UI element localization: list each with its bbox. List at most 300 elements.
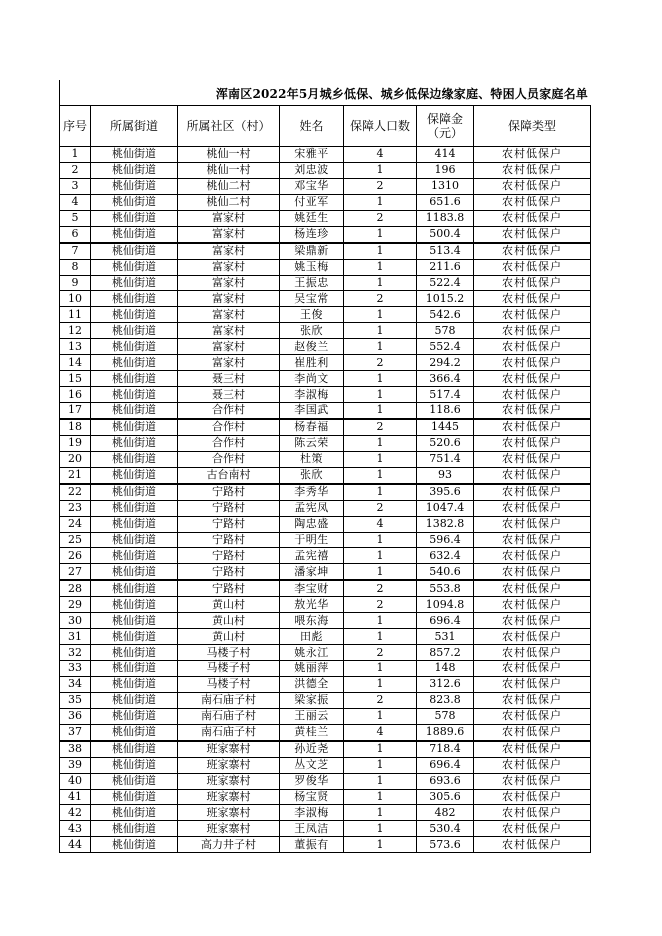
cell-street: 桃仙街道 (91, 789, 178, 805)
cell-index: 32 (60, 645, 91, 661)
cell-people: 4 (344, 516, 417, 532)
cell-street: 桃仙街道 (91, 178, 178, 194)
cell-amount: 573.6 (417, 837, 474, 853)
table-row (60, 403, 591, 419)
cell-street: 桃仙街道 (91, 210, 178, 226)
cell-community: 富家村 (178, 275, 280, 291)
cell-index: 22 (60, 484, 91, 500)
cell-type: 农村低保户 (474, 837, 591, 853)
cell-amount: 578 (417, 708, 474, 724)
table-row (60, 757, 591, 773)
cell-people: 2 (344, 597, 417, 613)
cell-community: 宁路村 (178, 532, 280, 548)
cell-street: 桃仙街道 (91, 484, 178, 500)
cell-index: 19 (60, 435, 91, 451)
table-row (60, 387, 591, 403)
cell-type: 农村低保户 (474, 178, 591, 194)
cell-name: 陈云荣 (280, 435, 344, 451)
cell-type: 农村低保户 (474, 629, 591, 645)
cell-type: 农村低保户 (474, 467, 591, 483)
cell-street: 桃仙街道 (91, 323, 178, 339)
cell-community: 南石庙子村 (178, 708, 280, 724)
table-row (60, 194, 591, 210)
cell-community: 宁路村 (178, 548, 280, 564)
cell-index: 41 (60, 789, 91, 805)
cell-name: 孙近尧 (280, 741, 344, 757)
table-row (60, 467, 591, 483)
cell-people: 1 (344, 371, 417, 387)
table-row (60, 178, 591, 194)
cell-street: 桃仙街道 (91, 419, 178, 435)
cell-street: 桃仙街道 (91, 259, 178, 275)
table-row (60, 371, 591, 387)
cell-name: 王凤洁 (280, 821, 344, 837)
cell-type: 农村低保户 (474, 162, 591, 178)
cell-people: 1 (344, 708, 417, 724)
cell-type: 农村低保户 (474, 500, 591, 516)
cell-people: 1 (344, 821, 417, 837)
cell-street: 桃仙街道 (91, 741, 178, 757)
cell-people: 1 (344, 789, 417, 805)
roster-table (59, 105, 591, 853)
cell-name: 喂东海 (280, 613, 344, 629)
cell-index: 15 (60, 371, 91, 387)
cell-community: 富家村 (178, 210, 280, 226)
table-row (60, 323, 591, 339)
cell-street: 桃仙街道 (91, 645, 178, 661)
cell-street: 桃仙街道 (91, 564, 178, 580)
cell-community: 富家村 (178, 243, 280, 259)
cell-index: 29 (60, 597, 91, 613)
cell-amount: 1183.8 (417, 210, 474, 226)
table-row (60, 708, 591, 724)
cell-community: 宁路村 (178, 564, 280, 580)
cell-name: 刘忠波 (280, 162, 344, 178)
cell-index: 40 (60, 773, 91, 789)
cell-people: 1 (344, 661, 417, 677)
cell-community: 聂三村 (178, 387, 280, 403)
cell-people: 1 (344, 741, 417, 757)
cell-name: 黄桂兰 (280, 724, 344, 740)
cell-type: 农村低保户 (474, 275, 591, 291)
cell-index: 44 (60, 837, 91, 853)
cell-index: 6 (60, 226, 91, 242)
title-row (59, 80, 590, 105)
cell-street: 桃仙街道 (91, 773, 178, 789)
cell-community: 马楼子村 (178, 645, 280, 661)
cell-type: 农村低保户 (474, 435, 591, 451)
cell-index: 16 (60, 387, 91, 403)
cell-community: 班家寨村 (178, 757, 280, 773)
cell-type: 农村低保户 (474, 773, 591, 789)
cell-type: 农村低保户 (474, 676, 591, 692)
cell-street: 桃仙街道 (91, 307, 178, 323)
cell-community: 班家寨村 (178, 741, 280, 757)
cell-type: 农村低保户 (474, 757, 591, 773)
table-row (60, 484, 591, 500)
cell-amount: 596.4 (417, 532, 474, 548)
cell-community: 黄山村 (178, 597, 280, 613)
cell-street: 桃仙街道 (91, 451, 178, 467)
cell-name: 董振有 (280, 837, 344, 853)
table-row (60, 837, 591, 853)
cell-amount: 693.6 (417, 773, 474, 789)
cell-community: 桃仙一村 (178, 162, 280, 178)
cell-amount: 1889.6 (417, 724, 474, 740)
table-row (60, 419, 591, 435)
cell-street: 桃仙街道 (91, 387, 178, 403)
cell-name: 崔胜利 (280, 355, 344, 371)
cell-community: 宁路村 (178, 580, 280, 596)
cell-name: 潘家坤 (280, 564, 344, 580)
cell-name: 李尚文 (280, 371, 344, 387)
cell-street: 桃仙街道 (91, 661, 178, 677)
table-row (60, 500, 591, 516)
cell-people: 1 (344, 467, 417, 483)
cell-people: 1 (344, 339, 417, 355)
cell-community: 桃仙一村 (178, 147, 280, 163)
cell-community: 古台南村 (178, 467, 280, 483)
cell-community: 班家寨村 (178, 773, 280, 789)
cell-name: 洪德全 (280, 676, 344, 692)
cell-name: 王俊 (280, 307, 344, 323)
cell-community: 富家村 (178, 323, 280, 339)
cell-people: 2 (344, 178, 417, 194)
cell-index: 21 (60, 467, 91, 483)
table-row (60, 516, 591, 532)
cell-street: 桃仙街道 (91, 724, 178, 740)
cell-name: 姚丽萍 (280, 661, 344, 677)
cell-amount: 414 (417, 147, 474, 163)
cell-type: 农村低保户 (474, 355, 591, 371)
cell-type: 农村低保户 (474, 194, 591, 210)
cell-type: 农村低保户 (474, 323, 591, 339)
cell-index: 35 (60, 692, 91, 708)
cell-type: 农村低保户 (474, 516, 591, 532)
table-row (60, 243, 591, 259)
table-row (60, 613, 591, 629)
cell-name: 吴宝常 (280, 291, 344, 307)
table-row (60, 597, 591, 613)
cell-type: 农村低保户 (474, 403, 591, 419)
cell-index: 17 (60, 403, 91, 419)
cell-name: 张欣 (280, 467, 344, 483)
cell-type: 农村低保户 (474, 724, 591, 740)
cell-name: 孟宪凤 (280, 500, 344, 516)
cell-people: 1 (344, 805, 417, 821)
cell-name: 李淑梅 (280, 387, 344, 403)
cell-index: 1 (60, 147, 91, 163)
header-street: 所属街道 (91, 106, 178, 147)
cell-name: 李淑梅 (280, 805, 344, 821)
cell-amount: 718.4 (417, 741, 474, 757)
cell-amount: 578 (417, 323, 474, 339)
cell-community: 南石庙子村 (178, 724, 280, 740)
cell-name: 于明生 (280, 532, 344, 548)
cell-amount: 553.8 (417, 580, 474, 596)
cell-people: 1 (344, 275, 417, 291)
cell-people: 2 (344, 291, 417, 307)
cell-people: 4 (344, 147, 417, 163)
cell-amount: 542.6 (417, 307, 474, 323)
cell-people: 1 (344, 629, 417, 645)
cell-community: 班家寨村 (178, 821, 280, 837)
cell-street: 桃仙街道 (91, 757, 178, 773)
table-row (60, 451, 591, 467)
cell-name: 杜策 (280, 451, 344, 467)
cell-name: 田彪 (280, 629, 344, 645)
table-row (60, 564, 591, 580)
table-row (60, 741, 591, 757)
cell-amount: 530.4 (417, 821, 474, 837)
cell-people: 1 (344, 532, 417, 548)
cell-index: 2 (60, 162, 91, 178)
cell-community: 黄山村 (178, 613, 280, 629)
cell-street: 桃仙街道 (91, 597, 178, 613)
cell-name: 杨春福 (280, 419, 344, 435)
cell-community: 宁路村 (178, 516, 280, 532)
cell-amount: 196 (417, 162, 474, 178)
table-row (60, 355, 591, 371)
cell-community: 桃仙二村 (178, 178, 280, 194)
cell-index: 4 (60, 194, 91, 210)
cell-community: 南石庙子村 (178, 692, 280, 708)
cell-name: 邓宝华 (280, 178, 344, 194)
cell-name: 罗俊华 (280, 773, 344, 789)
cell-type: 农村低保户 (474, 597, 591, 613)
cell-street: 桃仙街道 (91, 194, 178, 210)
cell-name: 梁家振 (280, 692, 344, 708)
cell-index: 28 (60, 580, 91, 596)
cell-type: 农村低保户 (474, 419, 591, 435)
cell-people: 1 (344, 484, 417, 500)
cell-street: 桃仙街道 (91, 275, 178, 291)
cell-street: 桃仙街道 (91, 339, 178, 355)
cell-type: 农村低保户 (474, 692, 591, 708)
cell-name: 陶忠盛 (280, 516, 344, 532)
cell-index: 42 (60, 805, 91, 821)
cell-name: 李宝财 (280, 580, 344, 596)
cell-amount: 1094.8 (417, 597, 474, 613)
table-row (60, 629, 591, 645)
cell-index: 37 (60, 724, 91, 740)
cell-name: 梁鼎新 (280, 243, 344, 259)
cell-people: 1 (344, 243, 417, 259)
cell-amount: 93 (417, 467, 474, 483)
cell-street: 桃仙街道 (91, 467, 178, 483)
cell-people: 1 (344, 773, 417, 789)
cell-amount: 1445 (417, 419, 474, 435)
cell-amount: 552.4 (417, 339, 474, 355)
cell-community: 宁路村 (178, 484, 280, 500)
cell-street: 桃仙街道 (91, 291, 178, 307)
cell-type: 农村低保户 (474, 805, 591, 821)
cell-people: 2 (344, 500, 417, 516)
cell-name: 王丽云 (280, 708, 344, 724)
cell-community: 马楼子村 (178, 676, 280, 692)
cell-amount: 540.6 (417, 564, 474, 580)
table-row (60, 291, 591, 307)
header-index: 序号 (60, 106, 91, 147)
table-row (60, 210, 591, 226)
cell-index: 38 (60, 741, 91, 757)
table-row (60, 821, 591, 837)
cell-amount: 632.4 (417, 548, 474, 564)
cell-amount: 305.6 (417, 789, 474, 805)
table-row (60, 724, 591, 740)
cell-amount: 366.4 (417, 371, 474, 387)
cell-people: 1 (344, 435, 417, 451)
cell-type: 农村低保户 (474, 210, 591, 226)
cell-index: 26 (60, 548, 91, 564)
cell-people: 1 (344, 194, 417, 210)
table-row (60, 162, 591, 178)
cell-people: 1 (344, 451, 417, 467)
cell-amount: 118.6 (417, 403, 474, 419)
cell-community: 合作村 (178, 451, 280, 467)
cell-amount: 531 (417, 629, 474, 645)
cell-street: 桃仙街道 (91, 676, 178, 692)
cell-type: 农村低保户 (474, 484, 591, 500)
cell-people: 1 (344, 757, 417, 773)
cell-amount: 522.4 (417, 275, 474, 291)
cell-index: 24 (60, 516, 91, 532)
cell-street: 桃仙街道 (91, 548, 178, 564)
cell-people: 2 (344, 355, 417, 371)
cell-community: 宁路村 (178, 500, 280, 516)
header-people: 保障人口数 (344, 106, 417, 147)
cell-amount: 482 (417, 805, 474, 821)
cell-community: 班家寨村 (178, 789, 280, 805)
header-type: 保障类型 (474, 106, 591, 147)
cell-type: 农村低保户 (474, 387, 591, 403)
cell-street: 桃仙街道 (91, 613, 178, 629)
cell-type: 农村低保户 (474, 564, 591, 580)
table-row (60, 259, 591, 275)
cell-index: 13 (60, 339, 91, 355)
table-body (60, 147, 591, 853)
cell-index: 9 (60, 275, 91, 291)
cell-street: 桃仙街道 (91, 821, 178, 837)
cell-index: 20 (60, 451, 91, 467)
cell-street: 桃仙街道 (91, 243, 178, 259)
cell-index: 43 (60, 821, 91, 837)
cell-amount: 696.4 (417, 757, 474, 773)
table-row (60, 661, 591, 677)
cell-index: 25 (60, 532, 91, 548)
cell-people: 2 (344, 419, 417, 435)
cell-index: 8 (60, 259, 91, 275)
cell-index: 39 (60, 757, 91, 773)
cell-people: 1 (344, 387, 417, 403)
cell-type: 农村低保户 (474, 741, 591, 757)
cell-type: 农村低保户 (474, 339, 591, 355)
cell-street: 桃仙街道 (91, 435, 178, 451)
header-amount-line1: 保障金 (426, 112, 463, 126)
cell-street: 桃仙街道 (91, 580, 178, 596)
cell-people: 1 (344, 837, 417, 853)
cell-name: 姚廷生 (280, 210, 344, 226)
cell-community: 班家寨村 (178, 805, 280, 821)
cell-index: 10 (60, 291, 91, 307)
cell-community: 富家村 (178, 307, 280, 323)
cell-index: 30 (60, 613, 91, 629)
cell-name: 王振忠 (280, 275, 344, 291)
cell-street: 桃仙街道 (91, 162, 178, 178)
cell-index: 31 (60, 629, 91, 645)
cell-people: 1 (344, 403, 417, 419)
table-row (60, 147, 591, 163)
cell-people: 2 (344, 645, 417, 661)
cell-street: 桃仙街道 (91, 226, 178, 242)
cell-name: 敖光华 (280, 597, 344, 613)
cell-index: 3 (60, 178, 91, 194)
cell-community: 合作村 (178, 403, 280, 419)
cell-community: 马楼子村 (178, 661, 280, 677)
cell-type: 农村低保户 (474, 291, 591, 307)
header-row (60, 106, 591, 147)
cell-index: 12 (60, 323, 91, 339)
cell-type: 农村低保户 (474, 708, 591, 724)
cell-amount: 211.6 (417, 259, 474, 275)
cell-index: 18 (60, 419, 91, 435)
cell-community: 富家村 (178, 355, 280, 371)
cell-people: 1 (344, 676, 417, 692)
cell-type: 农村低保户 (474, 580, 591, 596)
cell-people: 1 (344, 548, 417, 564)
cell-type: 农村低保户 (474, 259, 591, 275)
cell-street: 桃仙街道 (91, 708, 178, 724)
cell-amount: 751.4 (417, 451, 474, 467)
cell-community: 富家村 (178, 226, 280, 242)
cell-amount: 517.4 (417, 387, 474, 403)
cell-community: 富家村 (178, 259, 280, 275)
table-row (60, 645, 591, 661)
table-row (60, 548, 591, 564)
table-row (60, 339, 591, 355)
cell-index: 7 (60, 243, 91, 259)
cell-name: 李国武 (280, 403, 344, 419)
header-amount (417, 106, 474, 147)
cell-amount: 312.6 (417, 676, 474, 692)
cell-street: 桃仙街道 (91, 629, 178, 645)
table-row (60, 532, 591, 548)
cell-community: 桃仙二村 (178, 194, 280, 210)
cell-name: 姚永江 (280, 645, 344, 661)
cell-people: 2 (344, 692, 417, 708)
cell-people: 2 (344, 210, 417, 226)
cell-amount: 294.2 (417, 355, 474, 371)
document-title: 浑南区2022年5月城乡低保、城乡低保边缘家庭、特困人员家庭名单 (215, 87, 588, 101)
cell-amount: 1382.8 (417, 516, 474, 532)
cell-amount: 1310 (417, 178, 474, 194)
cell-community: 高力井子村 (178, 837, 280, 853)
table-row (60, 226, 591, 242)
cell-amount: 1047.4 (417, 500, 474, 516)
header-community: 所属社区（村） (178, 106, 280, 147)
cell-type: 农村低保户 (474, 307, 591, 323)
cell-people: 1 (344, 162, 417, 178)
cell-people: 4 (344, 724, 417, 740)
cell-type: 农村低保户 (474, 821, 591, 837)
cell-street: 桃仙街道 (91, 371, 178, 387)
cell-amount: 823.8 (417, 692, 474, 708)
cell-name: 李秀华 (280, 484, 344, 500)
cell-type: 农村低保户 (474, 243, 591, 259)
cell-street: 桃仙街道 (91, 532, 178, 548)
cell-people: 1 (344, 323, 417, 339)
table-row (60, 789, 591, 805)
